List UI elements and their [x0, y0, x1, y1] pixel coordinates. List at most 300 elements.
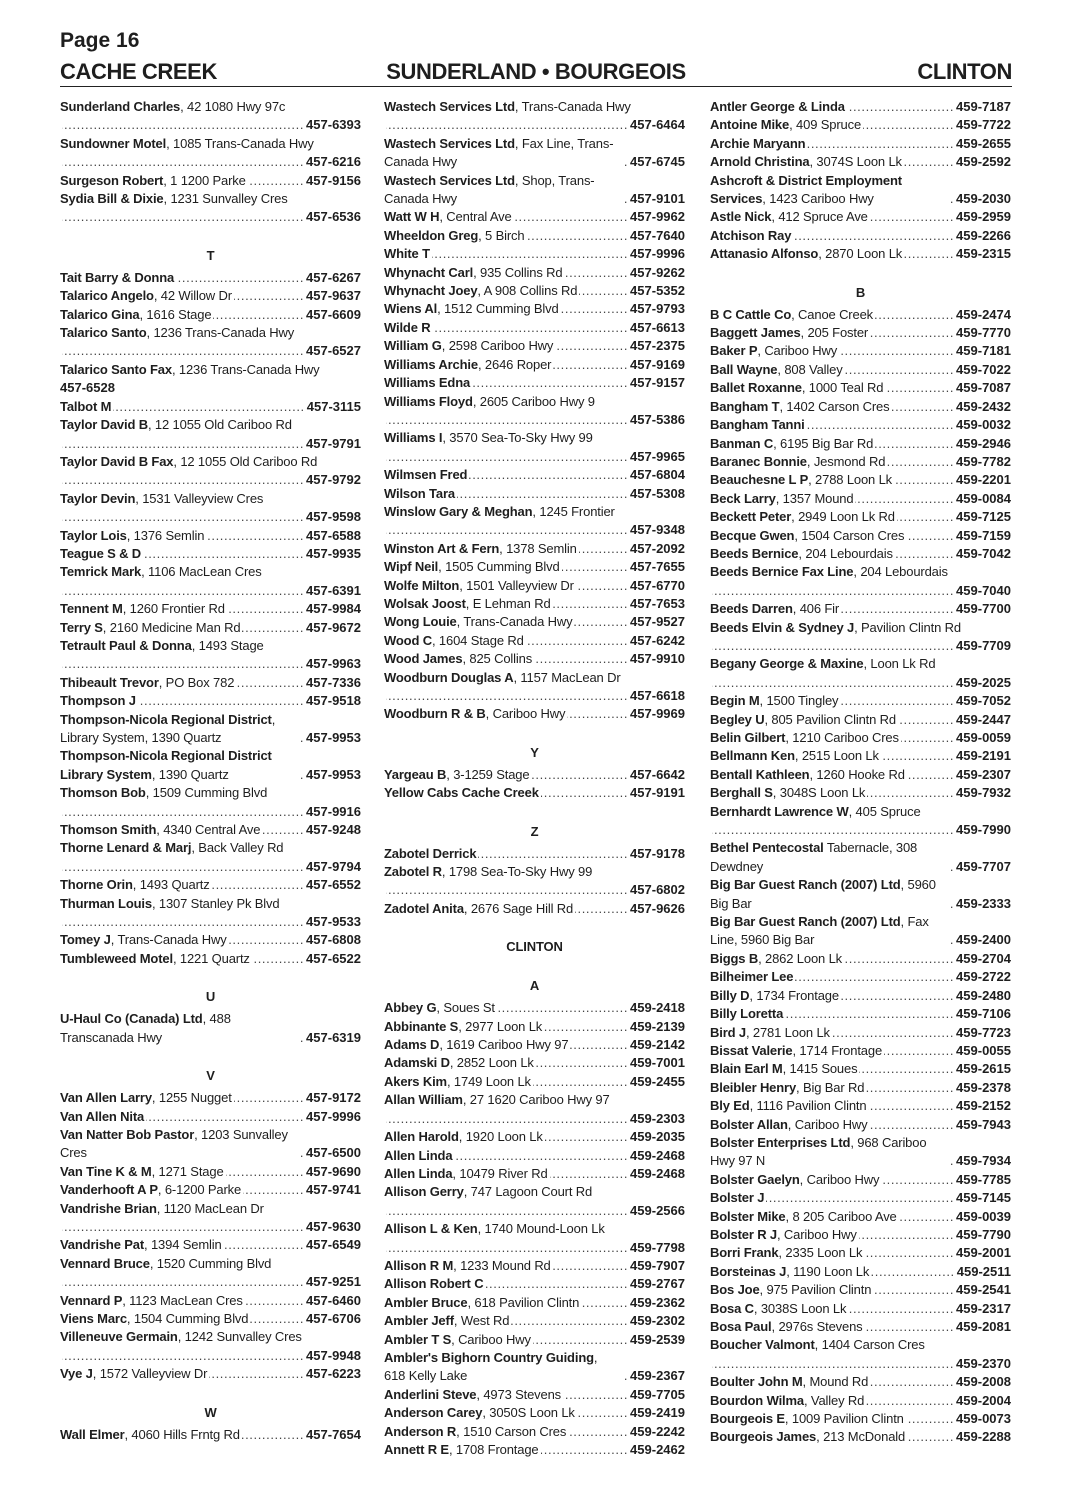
listing-phone: 459-0059	[956, 730, 1011, 745]
listing-phone: 457-7654	[306, 1426, 361, 1442]
listing-entry	[60, 1200, 361, 1237]
listing-name: Anderlini Steve	[384, 1386, 477, 1402]
listing-phone: 457-9262	[630, 264, 685, 280]
listing-name: Surgeson Robert	[60, 172, 164, 188]
dot-leader	[62, 342, 304, 360]
listing-entry	[710, 1024, 1011, 1042]
listing-leader-line	[384, 411, 685, 429]
listing-name: Bangham Tanni	[710, 417, 805, 433]
listing-phone: 457-6802	[630, 882, 685, 898]
listing-address: , 1509 Cumming Blvd	[146, 785, 267, 800]
listing-address: , Back Valley Rd	[191, 840, 283, 855]
listing-phone: 457-9996	[630, 246, 685, 262]
dot-leader	[143, 545, 304, 563]
listing-address: , 1307 Stanley Pk Blvd	[152, 896, 280, 911]
listing-address: , 975 Pavilion Clintn	[760, 1282, 872, 1297]
listing-phone: 457-3115	[306, 398, 361, 414]
dot-leader	[62, 1218, 304, 1236]
listing-address: , 1203 Sunvalley Cres	[60, 1127, 288, 1160]
listing-leader-line	[60, 655, 361, 673]
listing-entry	[60, 950, 361, 968]
listing-phone: 457-6613	[630, 319, 685, 335]
dot-leader	[242, 1426, 304, 1444]
dot-leader	[895, 545, 954, 563]
listing-text	[710, 471, 892, 489]
listing-name: U-Haul Co (Canada) Ltd	[60, 1011, 203, 1027]
listing-entry	[60, 839, 361, 876]
listing-phone: 457-2375	[630, 338, 685, 354]
listing-address: , A 908 Collins Rd	[477, 283, 577, 298]
listing-entry	[384, 208, 685, 226]
listing-entry	[710, 1318, 1011, 1336]
listing-address: , Trans-Canada Hwy	[111, 932, 227, 947]
listing-entry	[384, 669, 685, 706]
listing-text	[60, 1292, 243, 1310]
listing-address: , 1500 Tingley	[760, 693, 839, 708]
listing-entry	[710, 172, 1011, 209]
listing-name: Viens Marc	[60, 1310, 127, 1326]
listing-phone: 457-9157	[630, 375, 685, 391]
listing-entry	[60, 398, 361, 416]
listing-address: , Valley Rd	[804, 1393, 864, 1408]
dot-leader	[712, 582, 954, 600]
listing-entry	[60, 1255, 361, 1292]
listing-text	[710, 1060, 857, 1078]
dot-leader	[866, 1079, 954, 1097]
listing-phone: 459-7125	[956, 509, 1011, 525]
listing-name: Bolster Enterprises Ltd	[710, 1134, 851, 1150]
listing-text-line	[384, 429, 685, 447]
listing-text	[710, 913, 948, 950]
listing-text	[710, 1263, 869, 1281]
listing-phone: 457-9916	[306, 803, 361, 819]
listing-phone: 459-7932	[956, 785, 1011, 801]
listing-phone: 457-9251	[306, 1274, 361, 1290]
listing-address: , Fax Line, 5960 Big Bar	[710, 914, 929, 947]
listing-phone: 457-6391	[306, 582, 361, 598]
listing-text-line	[384, 393, 685, 411]
listing-address: Tabernacle, 308 Dewdney	[710, 840, 918, 874]
dot-leader	[386, 881, 628, 899]
listing-name: Beeds Bernice	[710, 545, 799, 561]
listing-address: , 1920 Loon Lk	[459, 1129, 543, 1144]
listing-name: Wong Louie	[384, 614, 457, 630]
listing-text	[710, 135, 805, 153]
listing-entry	[384, 374, 685, 392]
dot-leader	[553, 356, 628, 374]
dot-leader	[871, 1263, 955, 1281]
dot-leader	[561, 300, 628, 318]
listing-name: Bentall Kathleen	[710, 766, 810, 782]
dot-leader	[386, 411, 628, 429]
listing-text	[710, 692, 838, 710]
listing-phone: 457-6588	[306, 527, 361, 543]
listing-address: , 12 1055 Old Cariboo Rd	[173, 454, 317, 469]
listing-entry	[60, 637, 361, 674]
listing-address: , PO Box 782	[159, 675, 235, 690]
listing-entry	[710, 1134, 1011, 1171]
listing-entry	[384, 429, 685, 466]
listing-text	[710, 747, 879, 765]
listing-entry	[60, 324, 361, 361]
listing-entry	[384, 337, 685, 355]
dot-leader	[62, 858, 304, 876]
listing-address: , Pavilion Clintn Rd	[854, 620, 961, 635]
listing-phone: 457-9935	[306, 545, 361, 561]
listing-text-line	[60, 453, 361, 471]
listing-name: Vennard Bruce	[60, 1255, 150, 1271]
listing-entry	[384, 1386, 685, 1404]
listing-entry	[384, 319, 685, 337]
listing-phone: 457-5308	[630, 485, 685, 501]
listing-entry	[710, 416, 1011, 434]
listing-text	[384, 1349, 622, 1386]
listing-text	[710, 804, 921, 819]
listing-phone: 457-6642	[630, 766, 685, 782]
listing-name: Annett R E	[384, 1442, 449, 1457]
listing-name: Thibeault Trevor	[60, 674, 159, 690]
listing-phone: 459-7087	[956, 380, 1011, 396]
listing-text	[710, 784, 865, 802]
listing-name: Allison Gerry	[384, 1184, 464, 1200]
listing-name: Bernhardt Lawrence W	[710, 803, 849, 819]
listing-entry	[710, 135, 1011, 153]
listing-text	[60, 600, 225, 618]
listing-text	[710, 1042, 882, 1060]
listing-name: Wastech Services Ltd	[384, 99, 515, 114]
listing-leader-line	[60, 208, 361, 226]
listing-phone: 459-7042	[956, 545, 1011, 561]
listing-name: Anderson Carey	[384, 1405, 483, 1421]
listing-text	[60, 564, 262, 579]
dot-leader	[869, 1116, 954, 1134]
listing-address: , 2788 Loon Lk	[808, 472, 892, 487]
dot-leader	[581, 1294, 628, 1312]
listing-name: Beeds Bernice Fax Line	[710, 564, 854, 580]
listing-phone: 457-9953	[306, 766, 361, 782]
listing-name: Arnold Christina	[710, 154, 810, 170]
listing-phone: 459-2362	[630, 1294, 685, 1310]
listing-entry	[710, 545, 1011, 563]
listing-name: Bos Joe	[710, 1282, 760, 1298]
listing-name: Talbot M	[60, 398, 112, 414]
listing-text	[60, 362, 320, 377]
listing-entry	[60, 821, 361, 839]
listing-entry	[710, 435, 1011, 453]
listing-text	[60, 840, 283, 855]
listing-phone: 459-2432	[956, 398, 1011, 414]
listing-phone: 457-6267	[306, 269, 361, 285]
listing-address: , 747 Lagoon Court Rd	[464, 1184, 592, 1199]
listing-address: , 1493 Stage	[192, 638, 264, 653]
listing-name: William G	[384, 338, 442, 354]
listing-phone: 459-7159	[956, 527, 1011, 543]
listing-address: , 1423 Cariboo Hwy	[762, 191, 873, 206]
listing-address: , 1390 Quartz	[152, 767, 229, 782]
listing-text	[384, 208, 512, 226]
listing-address: , 1714 Frontage	[792, 1043, 882, 1058]
listing-text	[710, 766, 905, 784]
listing-name: Vandrishe Brian	[60, 1200, 157, 1216]
listing-text	[710, 153, 902, 171]
listing-text	[60, 1181, 241, 1199]
listing-text	[710, 453, 885, 471]
dot-leader	[950, 895, 954, 913]
dot-leader	[478, 845, 628, 863]
listing-leader-line	[60, 342, 361, 360]
listing-name: Bilheimer Lee	[710, 969, 794, 985]
listing-address: , 6-1200 Parke	[158, 1182, 241, 1197]
listing-name: Bosa Paul	[710, 1319, 772, 1334]
listing-entry	[60, 1108, 361, 1126]
listing-phone: 459-7782	[956, 453, 1011, 469]
listing-name: Bolster Mike	[710, 1208, 786, 1224]
listing-text	[384, 466, 467, 484]
listing-phone: 457-9953	[306, 730, 361, 745]
listing-text-line	[60, 839, 361, 857]
listing-text	[384, 577, 574, 595]
listing-address: , 618 Pavilion Clintn	[467, 1295, 579, 1310]
dot-leader	[624, 1367, 628, 1385]
listing-phone: 457-6745	[630, 154, 685, 170]
dot-leader	[866, 1392, 954, 1410]
listing-text	[60, 1108, 144, 1126]
listing-text	[710, 1116, 867, 1134]
dot-leader	[514, 208, 628, 226]
listing-phone: 457-6706	[306, 1310, 361, 1326]
dot-leader	[845, 361, 954, 379]
listing-entry	[710, 379, 1011, 397]
dot-leader	[250, 1310, 304, 1328]
listing-name: Ambler Jeff	[384, 1313, 454, 1329]
listing-entry	[60, 306, 361, 324]
listing-address: , 1520 Cumming Blvd	[150, 1256, 271, 1271]
dot-leader	[533, 1073, 628, 1091]
listing-name: Tetrault Paul & Donna	[60, 637, 192, 653]
dot-leader	[841, 987, 954, 1005]
listing-address: , 1501 Valleyview Dr	[459, 578, 574, 593]
listing-text	[710, 245, 902, 263]
listing-text	[710, 361, 843, 379]
listing-name: Talarico Angelo	[60, 288, 154, 304]
listing-text	[710, 1226, 857, 1244]
listing-name: Villeneuve Germain	[60, 1329, 178, 1345]
listing-phone: 457-7655	[630, 559, 685, 575]
dot-leader	[386, 521, 628, 539]
listing-name: Williams Archie	[384, 356, 478, 372]
listing-entry	[60, 190, 361, 227]
listing-text	[710, 398, 889, 416]
dot-leader	[533, 1331, 628, 1349]
listing-name: Antoine Mike	[710, 117, 790, 133]
listing-text	[710, 227, 791, 245]
listing-name: Akers Kim	[384, 1073, 447, 1089]
listing-name: Boulter John M	[710, 1374, 803, 1390]
listing-phone: 459-2541	[956, 1282, 1011, 1298]
listing-address: , Mound Rd	[803, 1374, 869, 1389]
listing-entry	[710, 619, 1011, 656]
dot-leader	[950, 858, 954, 876]
listing-text	[60, 99, 285, 114]
listing-name: Belin Gilbert	[710, 730, 786, 745]
listing-entry	[710, 987, 1011, 1005]
listing-phone: 457-9965	[630, 448, 685, 464]
listing-entry	[384, 577, 685, 595]
listing-name: Berghall S	[710, 785, 773, 801]
listing-phone: 457-9630	[306, 1218, 361, 1234]
dot-leader	[907, 1428, 954, 1446]
listing-phone: 459-2474	[956, 306, 1011, 322]
listing-phone: 459-0039	[956, 1208, 1011, 1224]
listing-phone: 457-9156	[306, 172, 361, 188]
listing-phone: 457-9172	[306, 1090, 361, 1106]
listing-leader-line	[384, 448, 685, 466]
listing-name: Wilmsen Fred	[384, 467, 468, 483]
dot-leader	[138, 692, 304, 710]
dot-leader	[841, 600, 954, 618]
listing-entry	[710, 563, 1011, 600]
listing-text	[710, 968, 793, 986]
listing-text	[710, 711, 896, 729]
dot-leader	[252, 950, 304, 968]
listing-phone: 459-7106	[956, 1006, 1011, 1022]
listing-address: , 1221 Quartz	[173, 951, 250, 966]
listing-address: , 2781 Loon Lk	[746, 1025, 830, 1040]
dot-leader	[454, 1147, 628, 1165]
page-number: Page 16	[60, 29, 140, 52]
listing-text	[710, 98, 845, 116]
listing-entry	[384, 393, 685, 430]
dot-leader	[867, 784, 954, 802]
listing-text	[60, 692, 136, 710]
listing-entry	[710, 803, 1011, 840]
dot-leader	[62, 471, 304, 489]
listing-name: Williams Edna	[384, 375, 471, 391]
listing-entry	[384, 558, 685, 576]
listing-entry	[384, 595, 685, 613]
dot-leader	[62, 1347, 304, 1365]
listing-leader-line	[60, 803, 361, 821]
listing-phone: 457-9533	[306, 914, 361, 930]
listing-address: , 3-1259 Stage	[446, 767, 529, 782]
dot-leader	[262, 821, 304, 839]
listing-address: , 42 1080 Hwy 97c	[180, 99, 285, 114]
listing-entry	[60, 1089, 361, 1107]
listing-phone: 459-2001	[956, 1245, 1011, 1261]
dot-leader	[497, 999, 628, 1017]
listing-name: Thompson J	[60, 693, 136, 709]
listing-phone: 459-2615	[956, 1061, 1011, 1077]
dot-leader	[894, 471, 954, 489]
listing-address: , 935 Collins Rd	[473, 265, 562, 280]
listing-phone: 459-7181	[956, 343, 1011, 359]
listing-text-line	[60, 563, 361, 581]
listing-name: Bolster J	[710, 1190, 765, 1206]
listing-address: , 1616 Stage	[139, 307, 211, 322]
listing-name: Teague S & D	[60, 545, 142, 561]
listing-text	[710, 208, 868, 226]
listing-text	[384, 337, 553, 355]
listing-name: Thompson-Nicola Regional District	[60, 711, 272, 727]
listing-text	[60, 287, 232, 305]
listing-address: , Trans-Canada Hwy	[515, 99, 631, 114]
listing-address: , 1 1200 Parke	[163, 173, 245, 188]
listing-text	[60, 950, 250, 968]
listing-phone: 459-7798	[630, 1239, 685, 1255]
listing-entry	[384, 1018, 685, 1036]
listing-name: Ambler Bruce	[384, 1294, 468, 1310]
listing-text	[384, 1184, 592, 1199]
listing-entry	[60, 931, 361, 949]
listing-text	[60, 931, 227, 949]
listing-entry	[60, 172, 361, 190]
listing-phone: 459-7700	[956, 601, 1011, 617]
listing-phone: 459-2035	[630, 1129, 685, 1145]
listing-name: Baranec Bonnie	[710, 453, 807, 469]
listing-name: Taylor Devin	[60, 490, 136, 506]
listing-name: Zabotel R	[384, 864, 442, 880]
listing-phone: 459-2030	[956, 191, 1011, 207]
listing-name: Atchison Ray	[710, 227, 792, 243]
listing-text	[384, 670, 621, 685]
listing-text	[60, 136, 314, 151]
listing-phone: 459-2303	[630, 1110, 685, 1126]
dot-leader	[950, 931, 954, 949]
listing-text	[710, 1300, 846, 1318]
listing-text	[384, 1331, 531, 1349]
listing-address: , Trans-Canada Hwy	[457, 614, 573, 629]
listing-entry	[710, 324, 1011, 342]
listing-phone: 459-2468	[630, 1147, 685, 1163]
listing-text	[384, 1294, 579, 1312]
listing-address: , 2862 Loon Lk	[758, 951, 842, 966]
listing-text	[710, 379, 883, 397]
listing-entry	[60, 1163, 361, 1181]
listing-name: Allison Robert C	[384, 1276, 484, 1292]
listing-phone: 457-6242	[630, 632, 685, 648]
listing-entry	[384, 1257, 685, 1275]
listing-name: Bosa C	[710, 1300, 754, 1316]
listing-phone: 457-9169	[630, 356, 685, 372]
listing-phone: 457-9518	[306, 693, 361, 709]
listing-name: Watt W H	[384, 209, 440, 225]
listing-phone: 459-2655	[956, 135, 1011, 151]
listing-address: , 1572 Valleyview Dr	[93, 1366, 208, 1381]
listing-name: Wastech Services Ltd	[384, 172, 515, 188]
listing-phone: 457-9672	[306, 619, 361, 635]
listing-text	[60, 191, 288, 206]
listing-entry	[60, 416, 361, 453]
listing-name: Billy Loretta	[710, 1006, 784, 1022]
dot-leader	[766, 1189, 954, 1207]
listing-address: , 406 Fir	[793, 601, 839, 616]
listing-entry	[60, 1010, 361, 1047]
listing-text	[384, 1018, 542, 1036]
listing-entry	[710, 729, 1011, 747]
listing-name: Yargeau B	[384, 766, 447, 782]
listing-name: Wilson Tara	[384, 485, 455, 501]
listing-text	[60, 545, 141, 563]
dot-leader	[624, 190, 628, 208]
listing-name: Wolsak Joost	[384, 595, 466, 611]
listing-text	[384, 766, 529, 784]
listing-text	[710, 600, 839, 618]
listing-text	[710, 620, 961, 635]
listing-phone: 459-2704	[956, 950, 1011, 966]
listing-address: , 1604 Stage Rd	[432, 633, 524, 648]
listing-text	[60, 619, 240, 637]
listing-address: , 1531 Valleyview Cres	[135, 491, 263, 506]
